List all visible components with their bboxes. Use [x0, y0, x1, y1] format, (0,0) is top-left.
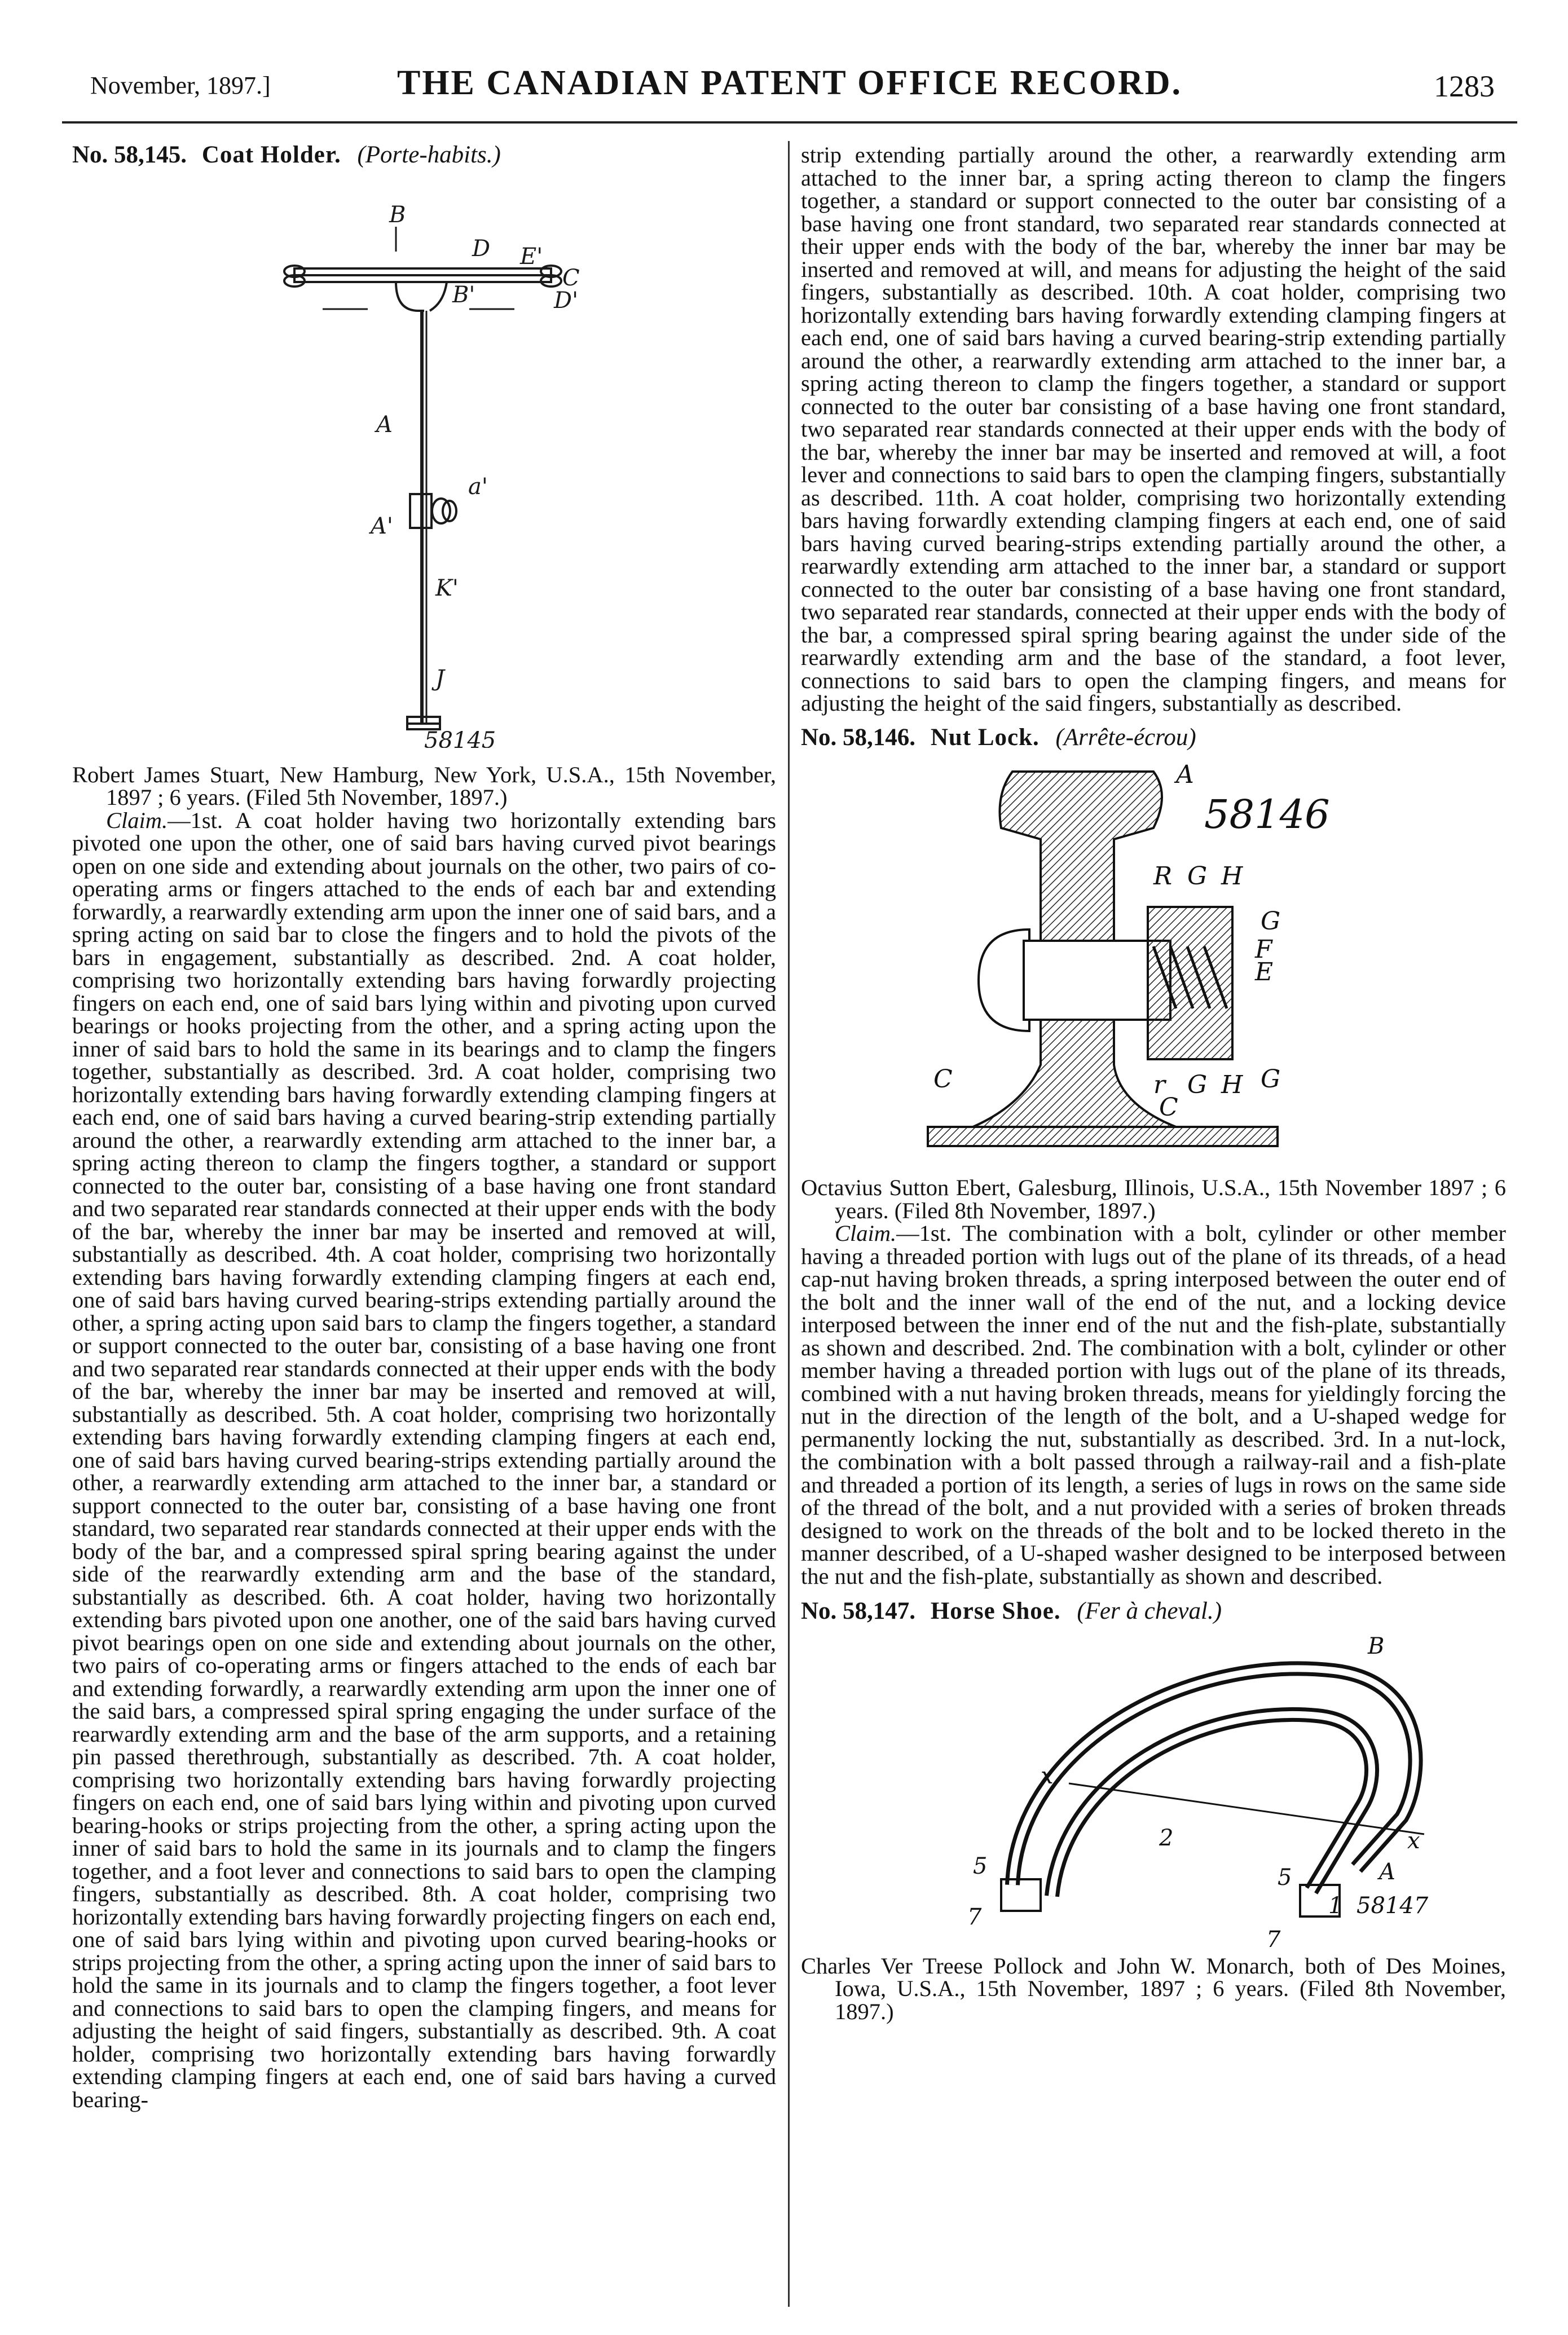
fig-label: 1 [1328, 1892, 1343, 1919]
fig-label: 5 [1278, 1864, 1292, 1891]
fig-label: A [1176, 760, 1194, 789]
left-column [72, 144, 776, 2111]
coat-holder-figure [255, 190, 593, 748]
figure-caption: 58145 [424, 727, 496, 748]
patent-name-french: (Arrête-écrou) [1055, 724, 1196, 751]
header-rule [62, 121, 1517, 124]
inventor-line: Octavius Sutton Ebert, Galesburg, Illinois, U.S.A., 15th November 1897 ; 6 years. (Filed 8th November, 1897.) [801, 1175, 1506, 1223]
fig-label: 5 [973, 1853, 988, 1879]
fig-label: C [933, 1065, 953, 1094]
fig-label: A [1379, 1858, 1395, 1885]
fig-label: J [435, 665, 445, 691]
figure-caption: 58146 [1204, 791, 1330, 838]
page-number: 1283 [1434, 69, 1495, 103]
fig-label: D' [554, 287, 579, 314]
right-column [801, 144, 1506, 2023]
fig-label: r [1153, 1070, 1166, 1099]
header-date: November, 1897.] [90, 72, 271, 99]
fig-label: B' [452, 281, 475, 308]
claim-label: Claim. [835, 1221, 897, 1246]
claim-label: Claim. [106, 807, 168, 833]
entry-heading [801, 726, 1506, 750]
fig-label: E' [520, 243, 543, 270]
patent-name: Horse Shoe. [930, 1598, 1061, 1624]
claims-text: Claim.—1st. A coat holder having two horizontally extending bars pivoted one upon the other, one of said bars having curved pivot bearings open on one side and extending about journals on the other, two pairs of co-operating arms or fingers attached to the ends of each bar and extending forwardly, a rearwardly extending arm upon the inner one of said bars, and a spring acting on said bar to close the fingers and to hold the pivots of the bars in engagement, substantially as described. 2nd. A coat holder, comprising two horizontally extending bars having forwardly projecting fingers on each end, one of said bars lying within and pivoting upon curved bearings or hooks projecting from the other, and a spring acting upon the inner of said bars to hold the same in its bearings and to clamp the fingers together, substantially as described. 3rd. A coat holder, comprising two horizontally extending bars having forwardly extending clamping fingers at each end, one of said bars having a curved bearing-strip extending partially around the other, a rearwardly extending arm attached to the inner bar, a spring acting thereon to clamp the fingers togther, a standard or support connected to the outer bar, consisting of a base having one front standard and two separated rear standards connected at their upper ends with the body of the bar, whereby the inner bar may be inserted and removed at will, substantially as described. 4th. A coat holder, comprising two horizontally extending bars having forwardly extending clamping fingers at each end, one of said bars having curved bearing-strips extending partially around the other, a spring acting upon said bars to clamp the fingers together, a standard or support connected to the outer bar, consisting of a base having one front and two separated rear standards connected at their upper ends with the body of the bar, whereby the inner bar may be inserted and removed at will, substantially as described. 5th. A coat holder, comprising two horizontally extending bars having forwardly extending clamping fingers at each end, one of said bars having curved bearing-strips extending partially around the other, a rearwardly extending arm attached to the inner bar, a standard or support connected to the outer bar, consisting of a base having one front standard, two separated rear standards connected at their upper ends with the body of the bar, and a compressed spiral spring bearing against the under side of the rearwardly extending arm and the base of the standard, substantially as described. 6th. A coat holder, having two horizontally extending bars pivoted upon one another, one of the said bars having curved pivot bearings open on one side and extending about journals on the other, two pairs of co-operating arms or fingers attached to the ends of each bar and extending forwardly, a rearwardly extending arm upon the inner one of the said bars, a compressed spiral spring engaging the under surface of the rearwardly extending arm and the base of the arm supports, and a retaining pin passed therethrough, substantially as described. 7th. A coat holder, comprising two horizontally extending bars having forwardly projecting fingers on each end, one of said bars lying within and pivoting upon curved bearing-hooks or strips projecting from the other, a spring acting upon the inner of said bars to hold the same in its journals and to clamp the fingers together, and a foot lever and connections to said bars to open the clamping fingers, substantially as described. 8th. A coat holder, comprising two horizontally extending bars having forwardly projecting fingers on each end, one of said bars lying within and pivoting upon curved bearing-hooks or strips projecting from the other, a spring acting upon the inner of said bars to hold the same in its journals and to clamp the fingers together, a foot lever and connections to said bars to open the clamping fingers, and means for adjusting the height of said fingers, substantially as described. 9th. A coat holder, comprising two horizontally extending bars having forwardly extending clamping fingers at each end, one of said bars having a curved bearing- [72, 807, 776, 2112]
entry-heading [72, 144, 776, 167]
patent-name: Coat Holder. [201, 142, 341, 168]
fig-label: G [1261, 1065, 1281, 1094]
nut-lock-figure [911, 760, 1396, 1166]
fig-label: x [1041, 1763, 1054, 1789]
fig-label: G [1187, 1070, 1208, 1099]
patent-number: No. 58,147. [801, 1598, 916, 1624]
inventor-line: Charles Ver Treese Pollock and John W. Monarch, both of Des Moines, Iowa, U.S.A., 15th November, 1897 ; 6 years. (Filed 8th November, 1897.) [801, 1953, 1506, 2024]
claims-continued: strip extending partially around the other, a rearwardly extending arm attached to the inner bar, a spring acting thereon to clamp the fingers together, a standard or support connected to the outer bar consisting of a base having one front standard, two separated rear standards connected at their upper ends with the body of the bar, whereby the inner bar may be inserted and removed at will, and means for adjusting the height of the said fingers, substantially as described. 10th. A coat holder, comprising two horizontally extending bars having forwardly extending clamping fingers at each end, one of said bars having a curved bearing-strip extending partially around the other, a rearwardly extending arm attached to the inner bar, a spring acting thereon to clamp the fingers together, a standard or support connected to the outer bar consisting of a base having one front standard, two separated rear standards connected at their upper ends with the body of the bar, whereby the inner bar may be inserted and removed at will, a foot lever and connections to said bars to open the clamping fingers, substantially as described. 11th. A coat holder, comprising two horizontally extending bars having forwardly extending clamping fingers at each end, one of said bars having curved bearing-strips extending partially around the other, a rearwardly extending arm attached to the inner bar, a standard or support connected to the outer bar consisting of a base having one front standard, two separated rear standards, connected at their upper ends with the body of the bar, a compressed spiral spring bearing against the under side of the rearwardly extending arm and the base of the standard, a foot lever, connections to said bars to open the clamping fingers, and means for adjusting the height of the said fingers, substantially as described. [801, 142, 1506, 716]
column-divider [788, 141, 790, 2307]
fig-label: G [1261, 907, 1281, 936]
fig-label: A' [371, 513, 393, 539]
fig-label: x [1407, 1827, 1420, 1854]
fig-label: H [1221, 862, 1243, 891]
patent-name-french: (Porte-habits.) [357, 142, 501, 168]
fig-label: F [1255, 935, 1272, 964]
horse-shoe-figure [871, 1631, 1435, 1947]
fig-label: a' [468, 473, 488, 500]
fig-label: 7 [967, 1904, 982, 1930]
fig-label: B [1368, 1633, 1385, 1659]
patent-name-french: (Fer à cheval.) [1077, 1598, 1222, 1624]
fig-label: R [1153, 862, 1173, 891]
patent-number: No. 58,145. [72, 142, 187, 168]
fig-label: D [472, 235, 491, 262]
figure-caption: 58147 [1356, 1892, 1429, 1919]
page-header [62, 63, 1517, 108]
fig-label: A [376, 411, 393, 438]
fig-label: 7 [1266, 1926, 1281, 1947]
fig-label: H [1221, 1070, 1243, 1099]
entry-heading [801, 1600, 1506, 1623]
fig-label: E [1255, 958, 1274, 986]
fig-label: G [1187, 862, 1208, 891]
fig-label: 2 [1159, 1825, 1174, 1851]
fig-label: C [1159, 1093, 1178, 1122]
patent-number: No. 58,146. [801, 724, 916, 751]
patent-name: Nut Lock. [930, 724, 1040, 751]
inventor-line: Robert James Stuart, New Hamburg, New York, U.S.A., 15th November, 1897 ; 6 years. (Filed 5th November, 1897.) [72, 761, 776, 810]
fig-label: K' [435, 575, 459, 601]
fig-label: B [389, 201, 406, 228]
claims-text: Claim.—1st. The combination with a bolt, cylinder or other member having a threaded portion with lugs out of the plane of its threads, of a head cap-nut having broken threads, a spring interposed between the outer end of the bolt and the inner wall of the end of the nut, and a locking device interposed between the inner end of the nut and the fish-plate, substantially as shown and described. 2nd. The combination with a bolt, cylinder or other member having a threaded portion with lugs out of the plane of its threads, combined with a nut having broken threads, means for yieldingly forcing the nut in the direction of the length of the bolt, and a U-shaped wedge for permanently locking the nut, substantially as described. 3rd. In a nut-lock, the combination with a bolt passed through a railway-rail and a fish-plate and threaded a portion of its length, a series of lugs in rows on the same side of the thread of the bolt, and a nut provided with a series of broken threads designed to work on the threads of the bolt and to be locked thereto in the manner described, of a U-shaped washer designed to be interposed between the nut and the fish-plate, substantially as shown and described. [801, 1221, 1506, 1589]
header-title: THE CANADIAN PATENT OFFICE RECORD. [397, 64, 1183, 102]
fig-label: C [562, 265, 580, 291]
